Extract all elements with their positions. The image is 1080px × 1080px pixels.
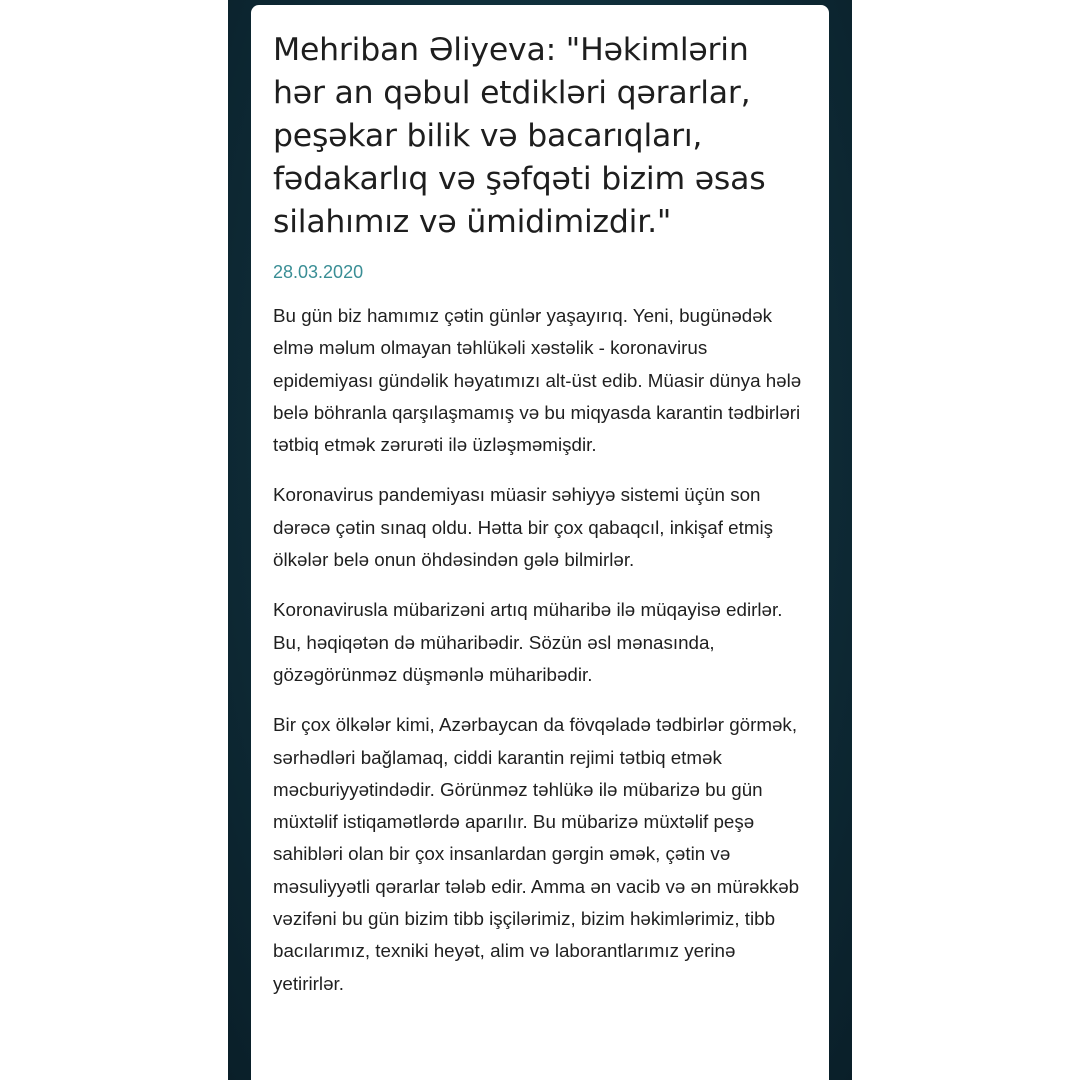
- article-paragraph: Bir çox ölkələr kimi, Azərbaycan da fövqəladə tədbirlər görmək, sərhədləri bağlamaq, ciddi karantin rejimi tətbiq etmək məcburiyyətindədir. Görünməz təhlükə ilə mübarizə bu gün müxtəlif istiqamətlərdə aparılır. Bu mübarizə müxtəlif peşə sahibləri olan bir çox insanlardan gərgin əmək, çətin və məsuliyyətli qərarlar tələb edir. Amma ən vacib və ən mürəkkəb vəzifəni bu gün bizim tibb işçilərimiz, bizim həkimlərimiz, tibb bacılarımız, texniki heyət, alim və laborantlarımız yerinə yetirirlər.: [273, 714, 805, 994]
- article-paragraph: Koronavirus pandemiyası müasir səhiyyə sistemi üçün son dərəcə çətin sınaq oldu. Hətta bir çox qabaqcıl, inkişaf etmiş ölkələr belə onun öhdəsindən gələ bilmirlər.: [273, 484, 779, 571]
- article-paragraph: Koronavirusla mübarizəni artıq müharibə ilə müqayisə edirlər. Bu, həqiqətən də müharibədir. Sözün əsl mənasında, gözəgörünməz düşmənlə müharibədir.: [273, 599, 788, 685]
- article-paragraph: Bu gün biz hamımız çətin günlər yaşayırıq. Yeni, bugünədək elmə məlum olmayan təhlükəli xəstəlik - koronavirus epidemiyası gündəlik həyatımızı alt-üst edib. Müasir dünya hələ belə böhranla qarşılaşmamış və bu miqyasda karantin tədbirləri tətbiq etmək zərurəti ilə üzləşməmişdir.: [273, 305, 807, 456]
- article-body: [273, 300, 807, 1000]
- article-date: 28.03.2020: [273, 262, 364, 282]
- article-card[interactable]: [251, 5, 829, 1080]
- article-title: Mehriban Əliyeva: "Həkimlərin hər an qəbul etdikləri qərarlar, peşəkar bilik və bacarıqları, fədakarlıq və şəfqəti bizim əsas silahımız və ümidimizdir.": [273, 32, 766, 240]
